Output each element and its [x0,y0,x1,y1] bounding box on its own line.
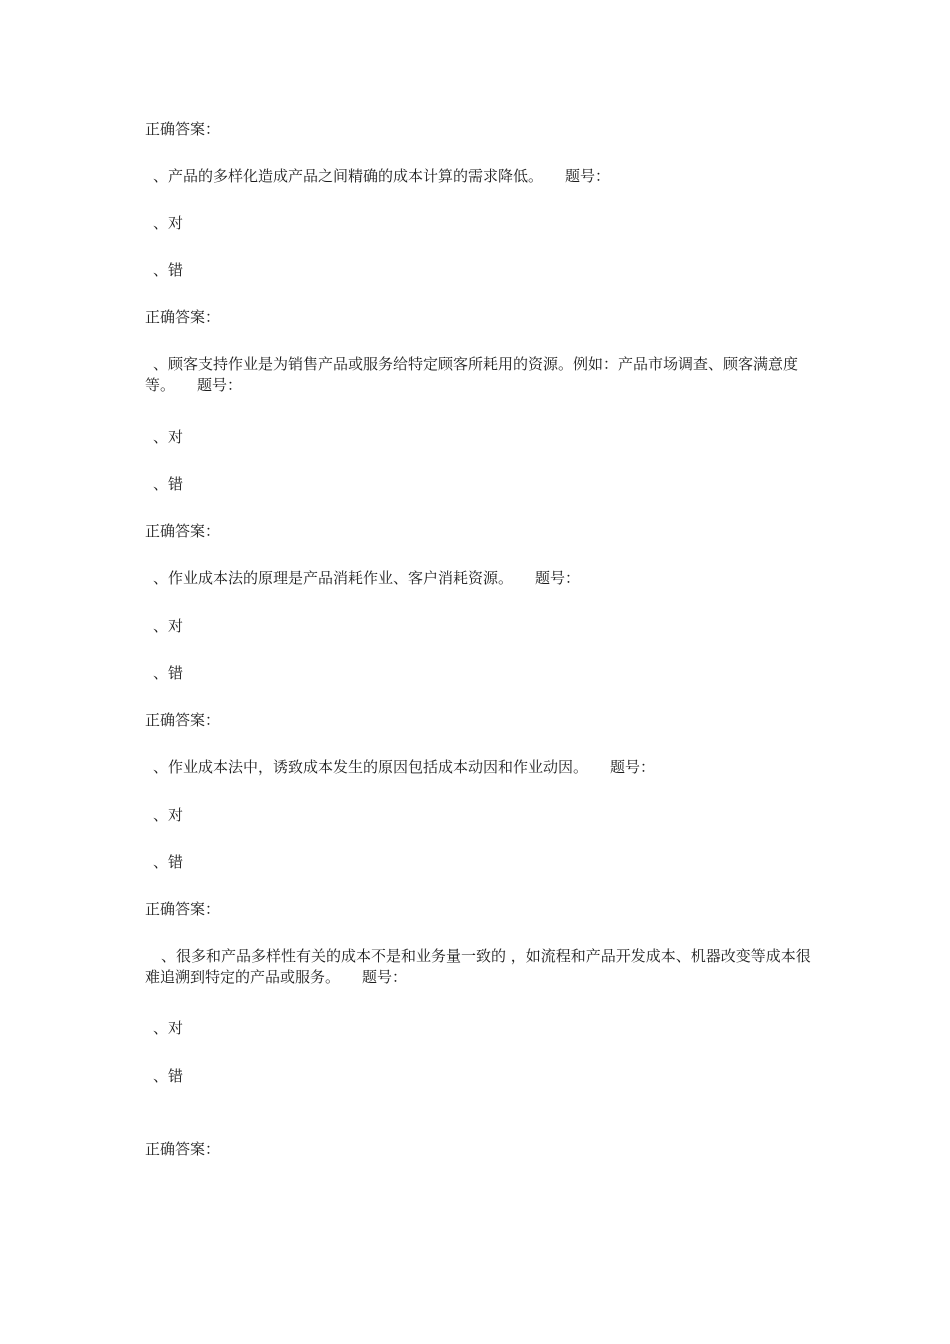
question-body: 、作业成本法的原理是产品消耗作业、客户消耗资源。 [153,569,514,587]
option-true[interactable]: 、对 [153,214,184,232]
question-body: 、作业成本法中，诱致成本发生的原因包括成本动因和作业动因。 [153,758,589,776]
option-false[interactable]: 、错 [153,261,184,279]
question-body: 、很多和产品多样性有关的成本不是和业务量一致的 ，如流程和产品开发成本、机器改变等成本很难追溯到特定的产品或服务。 [145,947,811,986]
option-true[interactable]: 、对 [153,1019,184,1037]
question-body: 、顾客支持作业是为销售产品或服务给特定顾客所耗用的资源。例如：产品市场调查、顾客满意度等。 [145,355,799,394]
question-text [145,354,813,396]
question-number-label: 题号： [362,968,408,986]
question-text [145,946,813,988]
question-text [153,166,610,187]
option-true[interactable]: 、对 [153,428,184,446]
question-body: 、产品的多样化造成产品之间精确的成本计算的需求降低。 [153,167,544,185]
option-false[interactable]: 、错 [153,1067,184,1085]
answer-label: 正确答案： [145,522,221,540]
answer-label: 正确答案： [145,900,221,918]
option-false[interactable]: 、错 [153,853,184,871]
question-number-label: 题号： [565,167,611,185]
answer-label: 正确答案： [145,120,221,138]
option-false[interactable]: 、错 [153,664,184,682]
question-number-label: 题号： [197,376,243,394]
option-true[interactable]: 、对 [153,617,184,635]
answer-label: 正确答案： [145,1140,221,1158]
option-false[interactable]: 、错 [153,475,184,493]
question-number-label: 题号： [535,569,581,587]
question-text [153,568,580,589]
option-true[interactable]: 、对 [153,806,184,824]
question-text [153,757,655,778]
question-number-label: 题号： [610,758,656,776]
answer-label: 正确答案： [145,711,221,729]
answer-label: 正确答案： [145,308,221,326]
